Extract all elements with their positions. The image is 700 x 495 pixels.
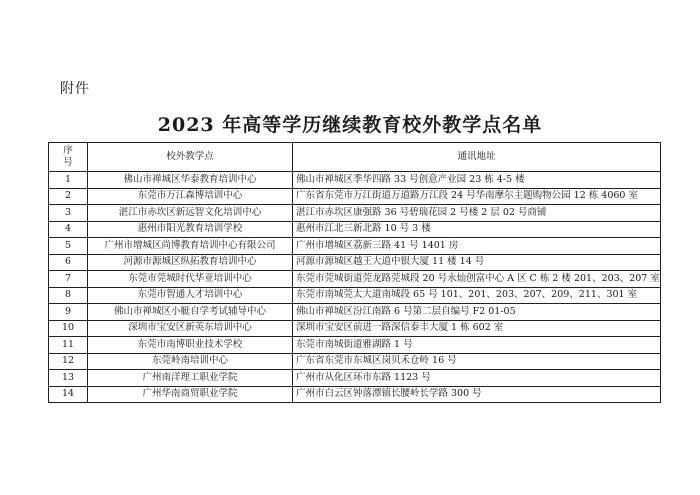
row-address: 深圳市宝安区前进一路深信泰丰大厦 1 栋 602 室 [293, 320, 661, 337]
row-site-name: 湛江市赤坎区新远智文化培训中心 [88, 205, 293, 222]
row-address: 广东省东莞市东城区岗贝禾仓岭 16 号 [293, 353, 661, 370]
row-address: 佛山市禅城区季华四路 33 号创意产业园 23 栋 4-5 楼 [293, 172, 661, 189]
row-site-name: 东莞市万江森博培训中心 [88, 188, 293, 205]
row-site-name: 佛山市禅城区华泰教育培训中心 [88, 172, 293, 189]
header-site-name: 校外教学点 [88, 143, 293, 172]
annex-label: 附件 [60, 81, 90, 97]
row-address: 广州市增城区荔新三路 41 号 1401 房 [293, 238, 661, 255]
row-number: 4 [49, 221, 88, 238]
table-row [49, 254, 661, 271]
table-header-row [49, 143, 661, 172]
row-site-name: 广州南洋理工职业学院 [88, 370, 293, 387]
row-site-name: 广州华南商贸职业学院 [88, 386, 293, 403]
header-number [49, 143, 88, 172]
teaching-site-table [48, 142, 661, 403]
table-row [49, 353, 661, 370]
row-site-name: 东莞岭南培训中心 [88, 353, 293, 370]
row-address: 东莞市南城莞太大道南城段 65 号 101、201、203、207、209、211、301 室 [293, 287, 661, 304]
row-site-name: 深圳市宝安区新英东培训中心 [88, 320, 293, 337]
row-number: 2 [49, 188, 88, 205]
row-number: 1 [49, 172, 88, 189]
row-number: 14 [49, 386, 88, 403]
row-number: 12 [49, 353, 88, 370]
table-row [49, 205, 661, 222]
row-number: 10 [49, 320, 88, 337]
row-address: 东莞市莞城街道莞龙路莞城段 20 号永灿创富中心 A 区 C 栋 2 楼 201、203、207 室 [293, 271, 661, 288]
table-row [49, 238, 661, 255]
row-site-name: 东莞市南博职业技术学校 [88, 337, 293, 354]
row-site-name: 东莞市莞城时代华亚培训中心 [88, 271, 293, 288]
row-address: 惠州市江北三新北路 10 号 3 楼 [293, 221, 661, 238]
row-site-name: 佛山市禅城区小艇自学考试辅导中心 [88, 304, 293, 321]
row-number: 13 [49, 370, 88, 387]
row-site-name: 广州市增城区尚博教育培训中心有限公司 [88, 238, 293, 255]
table-row [49, 172, 661, 189]
row-number: 3 [49, 205, 88, 222]
header-number-label: 序号 [63, 145, 73, 168]
row-site-name: 东莞市智通人才培训中心 [88, 287, 293, 304]
row-address: 广州市从化区环市东路 1123 号 [293, 370, 661, 387]
table-row [49, 386, 661, 403]
table-row [49, 337, 661, 354]
row-number: 11 [49, 337, 88, 354]
row-number: 5 [49, 238, 88, 255]
row-number: 7 [49, 271, 88, 288]
row-site-name: 惠州市阳光教育培训学校 [88, 221, 293, 238]
row-number: 8 [49, 287, 88, 304]
document-title: 2023 年高等学历继续教育校外教学点名单 [157, 114, 543, 136]
row-number: 6 [49, 254, 88, 271]
table-row [49, 287, 661, 304]
table-row [49, 188, 661, 205]
table-row [49, 304, 661, 321]
table-row [49, 320, 661, 337]
table-row [49, 370, 661, 387]
row-number: 9 [49, 304, 88, 321]
row-address: 河源市源城区越王大道中银大厦 11 楼 14 号 [293, 254, 661, 271]
table-row [49, 221, 661, 238]
row-address: 广州市白云区钟落潭镇长腰岭长学路 300 号 [293, 386, 661, 403]
row-address: 湛江市赤坎区康强路 36 号碧瑞花园 2 号楼 2 层 02 号商铺 [293, 205, 661, 222]
row-address: 佛山市禅城区汾江南路 6 号第二层自编号 F2 01-05 [293, 304, 661, 321]
header-address: 通讯地址 [293, 143, 661, 172]
row-site-name: 河源市源城区纵拓教育培训中心 [88, 254, 293, 271]
table-row [49, 271, 661, 288]
row-address: 东莞市南城街道雅湖路 1 号 [293, 337, 661, 354]
table-body [49, 172, 661, 403]
row-address: 广东省东莞市万江街道万道路万江段 24 号华南摩尔主题购物公园 12 栋 4060 室 [293, 188, 661, 205]
